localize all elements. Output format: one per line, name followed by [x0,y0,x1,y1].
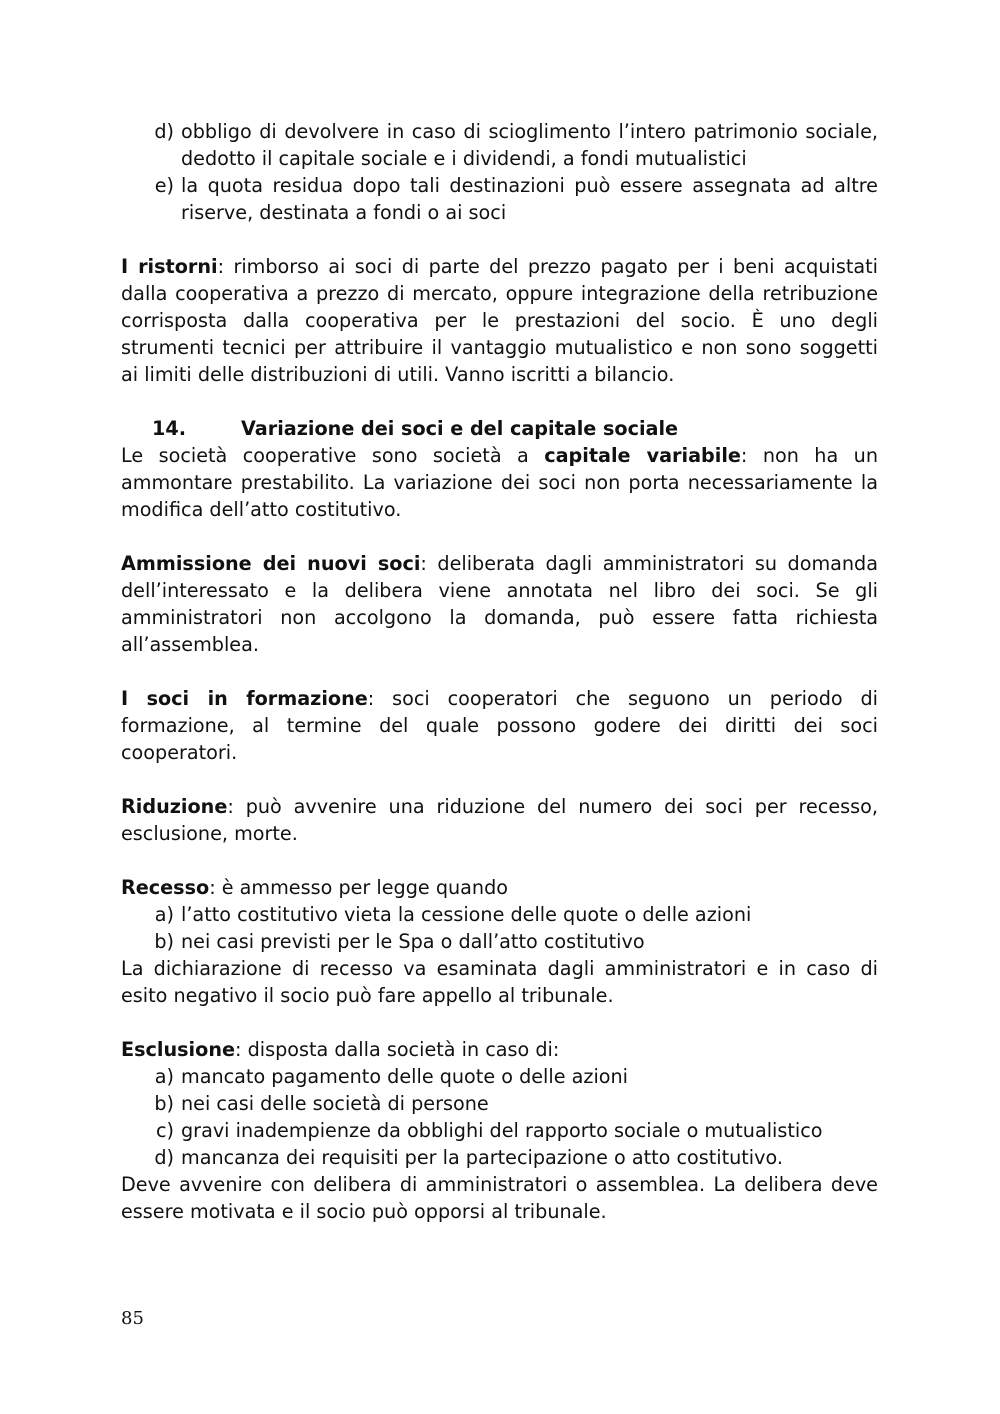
list-item [121,172,878,226]
term-ristorni: I ristorni [121,255,218,278]
list-item [121,1117,878,1144]
intro-before: Le società cooperative sono società a [121,444,545,467]
list-text: mancato pagamento delle quote o delle azioni [181,1065,629,1088]
list-marker: e) [154,174,174,197]
ammissione-text: : deliberata dagli amministratori su domanda dell’interessato e la delibera viene annotata nel libro dei soci. Se gli amministratori non accolgono la domanda, può essere fatta richiesta all’assemblea. [121,552,878,656]
list-item [121,1063,878,1090]
list-text: la quota residua dopo tali destinazioni può essere assegnata ad altre riserve, destinata a fondi o ai soci [181,174,878,224]
intro-paragraph [121,442,878,523]
term-formazione: I soci in formazione [121,687,368,710]
list-text: gravi inadempienze da obblighi del rapporto sociale o mutualistico [181,1119,823,1142]
page-body [121,118,878,1225]
list-marker: b) [154,930,174,953]
riduzione-paragraph [121,793,878,847]
list-item [121,1144,878,1171]
list-marker: d) [154,1146,174,1169]
list-marker: a) [154,1065,174,1088]
formazione-text: : soci cooperatori che seguono un periodo di formazione, al termine del quale possono godere dei diritti dei soci cooperatori. [121,687,878,764]
esclusione-text: : disposta dalla società in caso di: [235,1038,560,1061]
esclusione-after-paragraph: Deve avvenire con delibera di amministratori o assemblea. La delibera deve essere motivata e il socio può opporsi al tribunale. [121,1173,878,1223]
term-ammissione: Ammissione dei nuovi soci [121,552,421,575]
list-text: l’atto costitutivo vieta la cessione delle quote o delle azioni [181,903,752,926]
term-recesso: Recesso [121,876,210,899]
recesso-paragraph [121,874,878,901]
section-title: Variazione dei soci e del capitale sociale [241,417,679,440]
intro-bold: capitale variabile [544,444,741,467]
list-item [121,901,878,928]
list-marker: b) [154,1092,174,1115]
formazione-paragraph [121,685,878,766]
list-marker: c) [155,1119,174,1142]
esclusione-paragraph [121,1036,878,1063]
recesso-text: : è ammesso per legge quando [209,876,508,899]
list-item [121,118,878,172]
term-riduzione: Riduzione [121,795,228,818]
riduzione-text: : può avvenire una riduzione del numero dei soci per recesso, esclusione, morte. [121,795,878,845]
page-number: 85 [121,1308,144,1329]
list-marker: d) [154,120,174,143]
ristorni-paragraph [121,253,878,388]
ammissione-paragraph [121,550,878,658]
list-marker: a) [154,903,174,926]
list-text: obbligo di devolvere in caso di scioglimento l’intero patrimonio sociale, dedotto il capitale sociale e i dividendi, a fondi mutualistici [181,120,878,170]
list-text: nei casi delle società di persone [181,1092,489,1115]
term-esclusione: Esclusione [121,1038,235,1061]
intro-after: : non ha un ammontare prestabilito. La variazione dei soci non porta necessariamente la modifica dell’atto costitutivo. [121,444,878,521]
section-number: 14. [152,417,186,440]
list-item [121,1090,878,1117]
section-heading [121,415,878,442]
recesso-after-paragraph: La dichiarazione di recesso va esaminata dagli amministratori e in caso di esito negativo il socio può fare appello al tribunale. [121,957,878,1007]
list-text: nei casi previsti per le Spa o dall’atto costitutivo [181,930,645,953]
list-text: mancanza dei requisiti per la partecipazione o atto costitutivo. [181,1146,783,1169]
ristorni-text: : rimborso ai soci di parte del prezzo pagato per i beni acquistati dalla cooperativa a prezzo di mercato, oppure integrazione della retribuzione corrisposta dalla cooperativa per le prestazioni del socio. È uno degli strumenti tecnici per attribuire il vantaggio mutualistico e non sono soggetti ai limiti delle distribuzioni di utili. Vanno iscritti a bilancio. [121,255,878,386]
list-item [121,928,878,955]
